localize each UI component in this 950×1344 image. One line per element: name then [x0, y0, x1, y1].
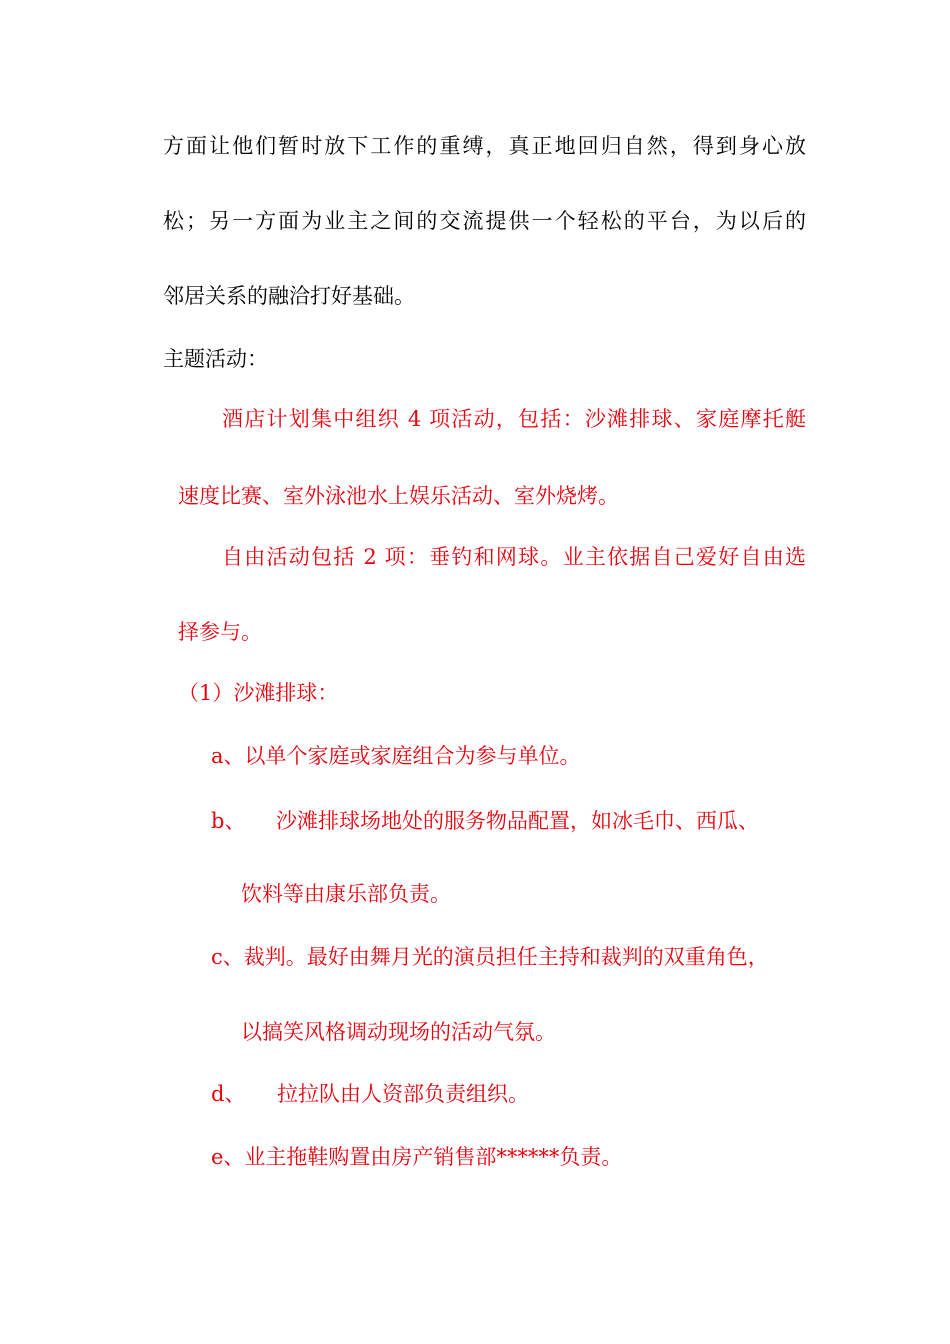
item-text: 以单个家庭或家庭组合为参与单位。: [244, 744, 581, 768]
activities-p1-line-1: 酒店计划集中组织 4 项活动，包括：沙滩排球、家庭摩托艇: [222, 407, 806, 431]
list-item: [211, 947, 769, 968]
item-text: 业主拖鞋购置由房产销售部******负责。: [244, 1145, 623, 1169]
list-item: [211, 1147, 622, 1168]
item-text: 沙滩排球场地处的服务物品配置，如冰毛巾、西瓜、: [276, 809, 759, 833]
item-continuation: 以搞笑风格调动现场的活动气氛。: [241, 1020, 556, 1044]
intro-line-3: 邻居关系的融洽打好基础。: [163, 284, 415, 308]
item-marker: a、: [211, 744, 245, 768]
item-marker: b、: [211, 809, 246, 833]
activities-p2-line-2: 择参与。: [178, 620, 262, 644]
list-item: [211, 746, 581, 767]
item-continuation: 饮料等由康乐部负责。: [241, 882, 451, 906]
item-marker: e、: [211, 1145, 245, 1169]
intro-line-2: 松；另一方面为业主之间的交流提供一个轻松的平台，为以后的: [163, 209, 806, 233]
activities-p2-line-1: 自由活动包括 2 项：垂钓和网球。业主依据自己爱好自由选: [222, 545, 806, 569]
item-text: 裁判。最好由舞月光的演员担任主持和裁判的双重角色，: [243, 945, 769, 969]
item-marker: c、: [211, 945, 244, 969]
intro-line-1: 方面让他们暂时放下工作的重缚，真正地回归自然，得到身心放: [163, 134, 806, 158]
beach-volleyball-heading: （1）沙滩排球：: [178, 681, 339, 705]
item-marker: d、: [211, 1082, 246, 1106]
item-text: 拉拉队由人资部负责组织。: [277, 1082, 529, 1106]
section-title: 主题活动：: [163, 347, 268, 371]
activities-p1-line-2: 速度比赛、室外泳池水上娱乐活动、室外烧烤。: [178, 484, 619, 508]
